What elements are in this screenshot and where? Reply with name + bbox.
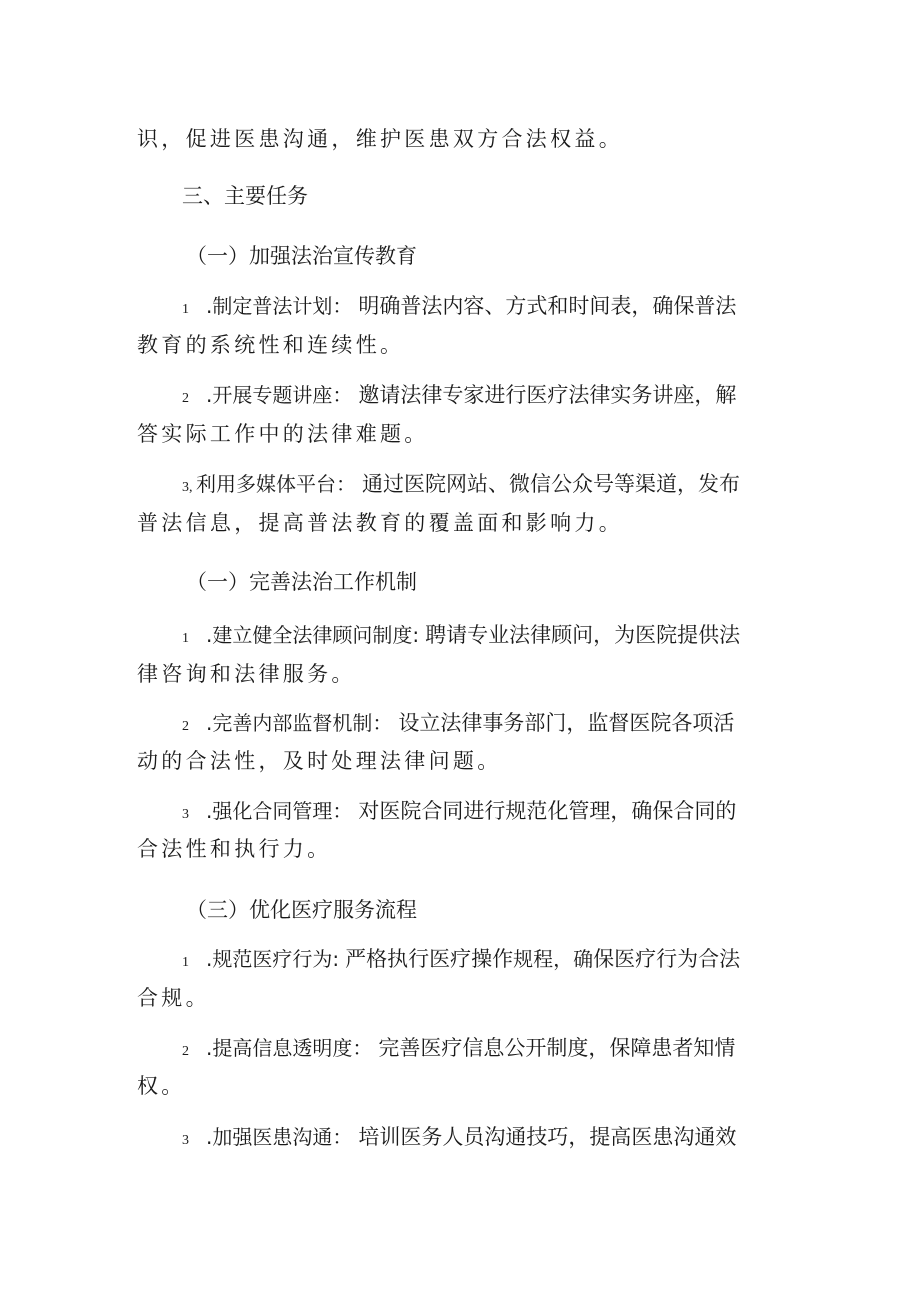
item-text: 通过医院网站、微信公众号等渠道，发布	[362, 472, 740, 496]
item-keyword: .制定普法计划	[206, 294, 333, 318]
section-title: 三、主要任务	[182, 184, 308, 208]
item-separator: ：	[332, 1125, 353, 1149]
item-text-bold: 规程，确	[513, 947, 594, 971]
item-number: 2	[182, 391, 189, 406]
item-2-2-line1	[182, 708, 842, 738]
item-number: 1	[182, 955, 189, 970]
item-1-3-line2: 普法信息，提高普法教育的覆盖面和影响力。	[137, 511, 623, 535]
subsection-title-2: （一）完善法治工作机制	[186, 570, 417, 594]
item-separator: :	[412, 623, 420, 647]
subsection-title-1: （一）加强法治宣传教育	[186, 244, 417, 268]
item-text: 对医院合同进行规范化管理，确保合同的	[358, 799, 737, 823]
item-separator: ：	[332, 294, 353, 318]
item-3-2-line1	[182, 1033, 842, 1063]
item-text: 明确普法内容、方式和时间表，确保普法	[358, 294, 737, 318]
item-number: 1	[182, 302, 189, 317]
item-keyword: 利用多媒体平台	[196, 472, 336, 496]
item-keyword: .提高信息透明度	[206, 1036, 353, 1060]
item-keyword: .完善内部监督机制	[206, 711, 373, 735]
item-text: 邀请法律专家进行医疗法律实务讲座，解	[358, 383, 737, 407]
item-2-1-line1	[182, 620, 842, 650]
item-separator: ：	[332, 383, 353, 407]
item-1-2-line1	[182, 380, 842, 410]
item-3-3-line1	[182, 1122, 842, 1152]
item-separator: ：	[352, 1036, 373, 1060]
item-text: 保医疗行为合法	[593, 947, 741, 971]
item-3-1-line1	[182, 944, 842, 974]
item-keyword: .规范医疗行为	[206, 947, 333, 971]
item-1-1-line2: 教育的系统性和连续性。	[137, 333, 405, 357]
item-keyword: .开展专题讲座	[206, 383, 333, 407]
item-3-1-line2: 合规。	[137, 986, 210, 1010]
item-text: 聘请专业法律顾问，为医院提供法	[425, 623, 741, 647]
item-separator: ：	[372, 711, 393, 735]
item-number: 1	[182, 631, 189, 646]
item-number: 2	[182, 719, 189, 734]
item-1-3-line1	[182, 469, 842, 499]
item-text: 严格执行医疗操作	[345, 947, 514, 971]
item-keyword: .强化合同管理	[206, 799, 333, 823]
item-1-2-line2: 答实际工作中的法律难题。	[137, 422, 429, 446]
item-number: 3	[182, 1133, 189, 1148]
item-text: 培训医务人员沟通技巧，提高医患沟通效	[358, 1125, 737, 1149]
item-number: 3	[182, 807, 189, 822]
item-keyword: .建立健全法律顾问制度	[206, 623, 413, 647]
item-text: 完善医疗信息公开制度，保障患者知情	[378, 1036, 736, 1060]
item-2-1-line2: 律咨询和法律服务。	[137, 662, 356, 686]
item-number: 2	[182, 1044, 189, 1059]
item-separator: ：	[332, 799, 353, 823]
item-1-1-line1	[182, 291, 842, 321]
subsection-title-3: （三）优化医疗服务流程	[186, 898, 417, 922]
item-separator: ：	[336, 472, 356, 496]
item-keyword: .加强医患沟通	[206, 1125, 333, 1149]
item-text: 设立法律事务部门，监督医院各项活	[398, 711, 735, 735]
intro-line: 识，促进医患沟通，维护医患双方合法权益。	[137, 127, 623, 151]
item-3-2-line2: 权。	[137, 1074, 186, 1098]
item-number: 3,	[182, 480, 193, 495]
item-separator: :	[332, 947, 340, 971]
item-2-2-line2: 动的合法性，及时处理法律问题。	[137, 749, 502, 773]
item-2-3-line2: 合法性和执行力。	[137, 837, 332, 861]
item-2-3-line1	[182, 796, 842, 826]
